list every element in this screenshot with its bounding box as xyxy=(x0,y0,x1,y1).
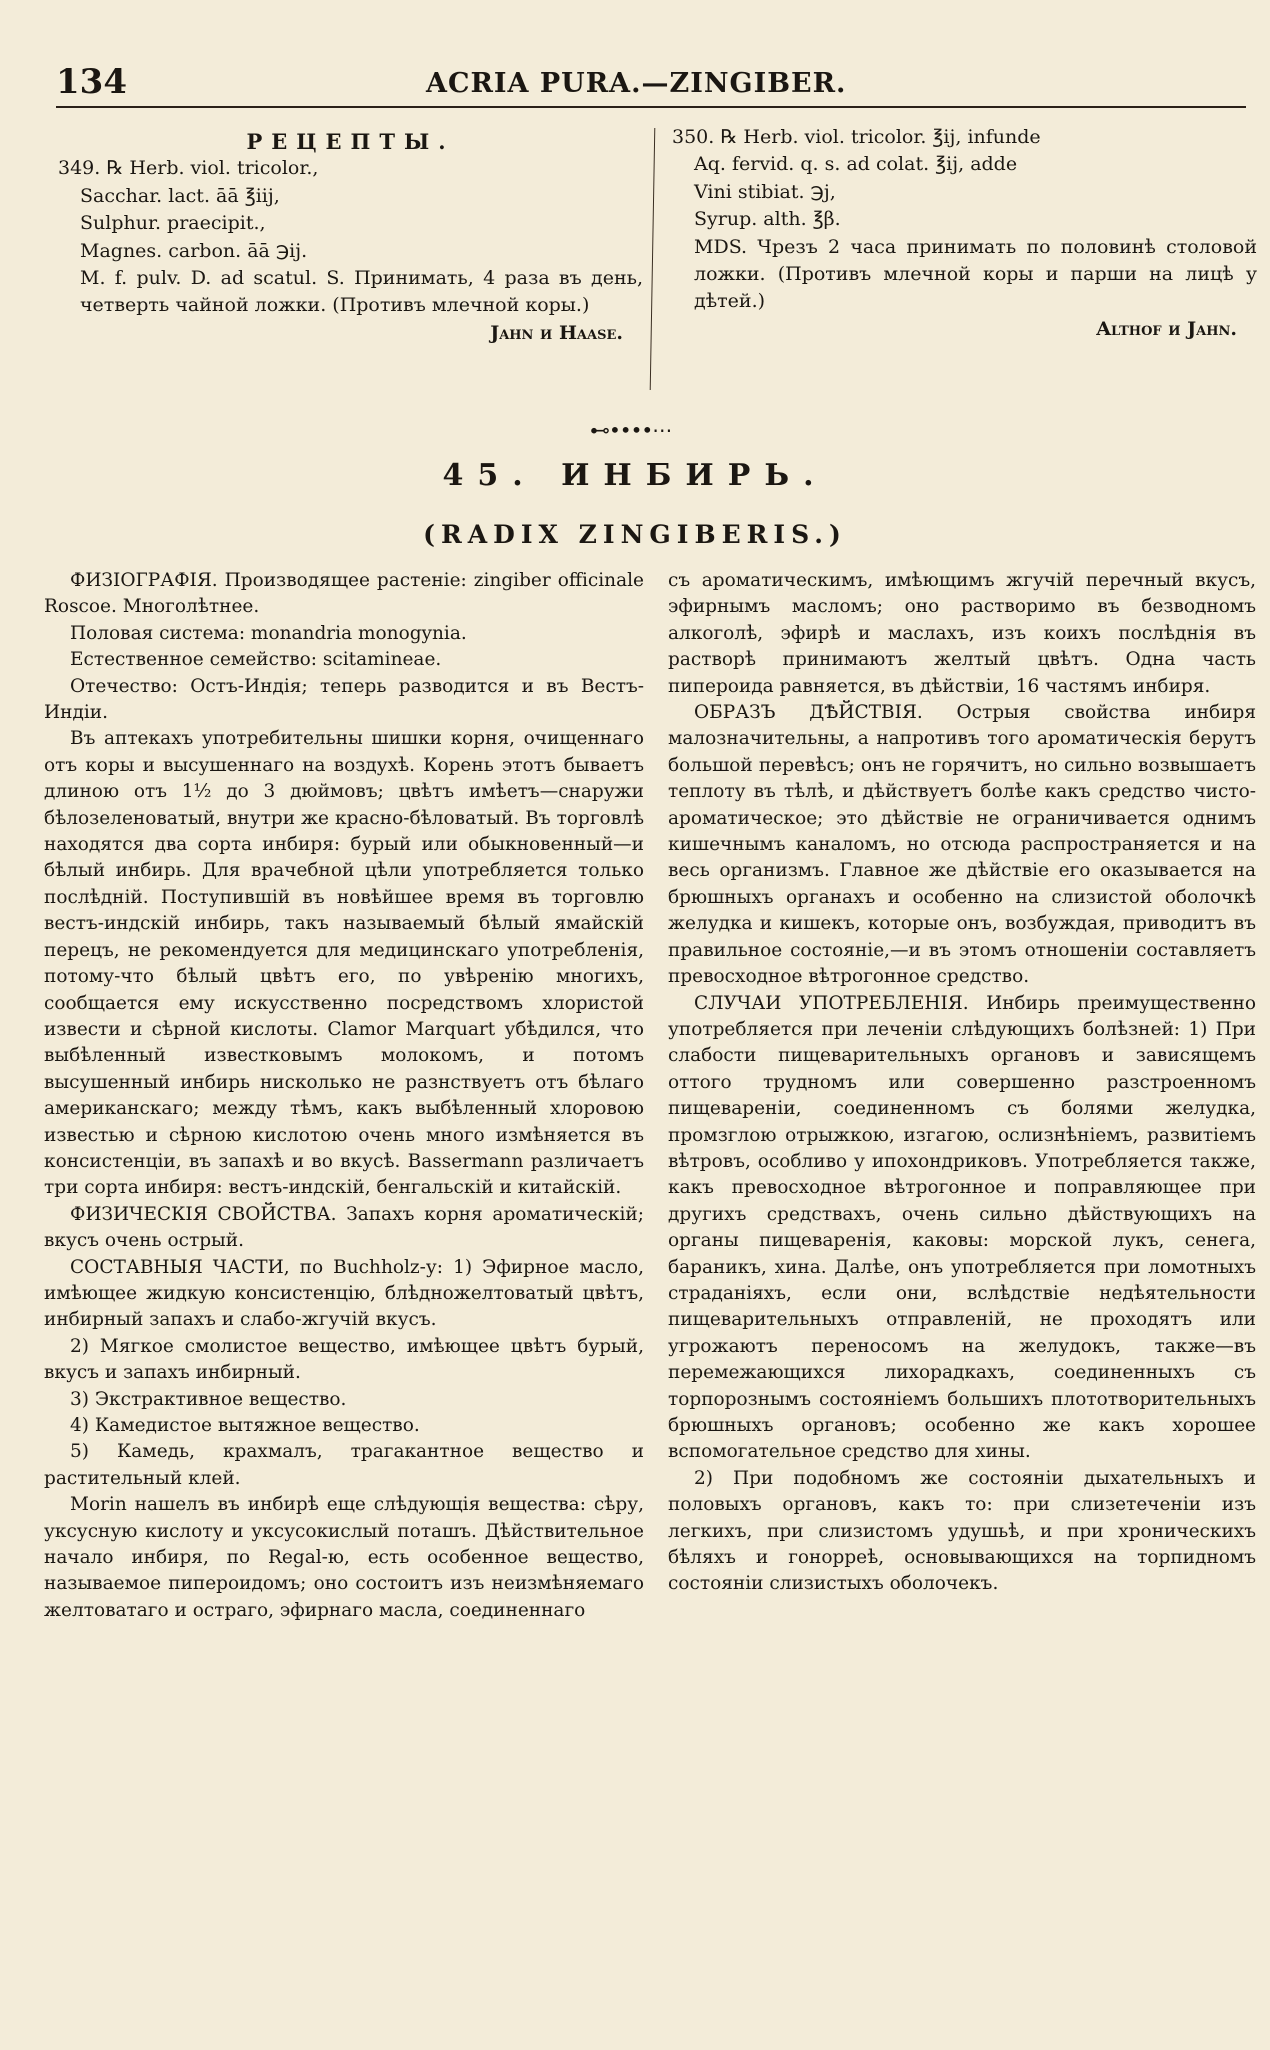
paragraph-family: Естественное семейство: scitamineae. xyxy=(70,649,442,671)
paragraph-continuation: съ ароматическимъ, имѣющимъ жгучій перечный вкусъ, эфирнымъ масломъ; оно растворимо въ безводномъ алкоголѣ, эфирѣ и маслахъ, изъ коихъ послѣднія въ растворѣ принимаютъ желтый цвѣтъ. Одна часть пипероида равняется, въ дѣйствіи, 16 частямъ инбиря. xyxy=(668,570,1256,697)
paragraph-morin: Morin нашелъ въ инбирѣ еще слѣдующія вещества: сѣру, уксусную кислоту и уксусокислый поташъ. Дѣйствительное начало инбиря, по Regal-ю, есть особенное вещество, называемое пипероидомъ; оно состоитъ изъ неизмѣняемаго желтоватаго и остраго, эфирнаго масла, соединеннаго xyxy=(44,1494,644,1621)
paragraph-component-4: 4) Камедистое вытяжное вещество. xyxy=(70,1415,420,1436)
recipe-line: M. f. pulv. D. ad scatul. S. Принимать, 4 раза въ день, четверть чайной ложки. (Противъ млечной коры.) xyxy=(80,267,643,317)
paragraph-pharmacy: Въ аптекахъ употребительны шишки корня, очищеннаго отъ коры и высушеннаго на воздухѣ. Корень этотъ бываетъ длиною отъ 1½ до 3 дюймовъ; цвѣтъ имѣетъ—снаружи бѣлозеленоватый, внутри же красно-бѣловатый. Въ торговлѣ находятся два сорта инбиря: бурый или обыкновенный—и бѣлый инбирь. Для врачебной цѣли употребляется только послѣдній. Поступившій въ новѣйшее время въ торговлю вестъ-индскій инбирь, такъ называемый бѣлый ямайскій перецъ, не рекомендуется для медицинскаго употребленія, потому-что бѣлый цвѣтъ его, по увѣренію многихъ, сообщается ему искусственно посредствомъ хлористой извести и сѣрной кислоты. Clamor Marquart убѣдился, что выбѣленный известковымъ молокомъ, и потомъ высушенный инбирь нисколько не разнствуетъ отъ бѣлаго американскаго; между тѣмъ, какъ выбѣленный хлоровою известью и сѣрною кислотою очень много измѣняется въ консистенціи, въ запахѣ и во вкусѣ. Bassermann различаетъ три сорта инбиря: вестъ-индскій, бенгальскій и китайскій. xyxy=(44,728,644,1199)
page-header xyxy=(56,62,1216,102)
recipe-line: Vini stibiat. ℈j, xyxy=(694,180,836,203)
section-subtitle: (RADIX ZINGIBERIS.) xyxy=(423,520,847,549)
recipe-350 xyxy=(672,124,1257,343)
recipe-line: Magnes. carbon. āā ℈ij. xyxy=(80,239,308,262)
recipe-signature: Althof и Jahn. xyxy=(1096,317,1237,340)
recipe-signature: Jahn и Haase. xyxy=(490,321,623,344)
recipe-line: Sacchar. lact. āā ℥iij, xyxy=(80,184,280,207)
paragraph-component-3: 3) Экстрактивное вещество. xyxy=(70,1388,347,1410)
right-column xyxy=(668,568,1256,1598)
paragraph-usage: СЛУЧАИ УПОТРЕБЛЕНІЯ. Инбирь преимущественно употребляется при леченіи слѣдующихъ болѣзней: 1) При слабости пищеварительныхъ органовъ и зависящемъ оттого трудномъ или совершенно разстроенномъ пищевареніи, соединенномъ съ болями желудка, промзглою отрыжкою, изгагою, ослизнѣніемъ, развитіемъ вѣтровъ, особливо у ипохондриковъ. Употребляется также, какъ превосходное вѣтрогонное и поправляющее при другихъ средствахъ, очень сильно дѣйствующихъ на органы пищеваренія, каковы: морской лукъ, сенега, бараникъ, хина. Далѣе, онъ употребляется при ломотныхъ страданіяхъ, если они, вслѣдствіе недѣятельности пищеварительныхъ отправленій, не проходятъ или угрожаютъ переносомъ на желудокъ, также—въ перемежающихся лихорадкахъ, соединенныхъ съ торпорознымъ состояніемъ большихъ плототворительныхъ брюшныхъ органовъ; особенно же какъ хорошее вспомогательное средство для хины. xyxy=(668,992,1256,1463)
recipes-title: РЕЦЕПТЫ. xyxy=(246,129,455,154)
page-number: 134 xyxy=(56,62,127,102)
ornament-divider: ⊷••••⋯ xyxy=(590,418,672,442)
header-rule xyxy=(56,106,1246,108)
paragraph-physical: ФИЗИЧЕСКІЯ СВОЙСТВА. Запахъ корня ароматическій; вкусъ очень острый. xyxy=(44,1203,644,1252)
paragraph-action: ОБРАЗЪ ДѢЙСТВІЯ. Острыя свойства инбиря малозначительны, а напротивъ того ароматическія берутъ большой перевѣсъ; онъ не горячитъ, но сильно возвышаетъ теплоту въ тѣлѣ, и дѣйствуетъ болѣе какъ средство чисто-ароматическое; это дѣйствіе не ограничивается однимъ кишечнымъ каналомъ, но отсюда распространяется и на весь организмъ. Главное же дѣйствіе его оказывается на брюшныхъ органахъ и особенно на слизистой оболочкѣ желудка и кишекъ, которые онъ, возбуждая, приводитъ въ правильное состояніе,—и въ этомъ отношеніи составляетъ превосходное вѣтрогонное средство. xyxy=(668,702,1256,988)
paragraph-origin: Отечество: Остъ-Индія; теперь разводится и въ Вестъ-Индіи. xyxy=(44,675,644,724)
left-column xyxy=(44,568,644,1624)
recipe-line: 350. ℞ Herb. viol. tricolor. ℥ij, infunde xyxy=(672,126,1041,148)
column-divider xyxy=(650,128,656,390)
paragraph-usage-2: 2) При подобномъ же состояніи дыхательныхъ и половыхъ органовъ, какъ то: при слизетеченіи изъ легкихъ, при слизистомъ удушьѣ, и при хроническихъ бѣляхъ и гонорреѣ, основывающихся на торпидномъ состояніи слизистыхъ оболочекъ. xyxy=(668,1467,1256,1595)
section-title: 45. ИНБИРЬ. xyxy=(442,458,828,493)
paragraph-component-5: 5) Камедь, крахмалъ, трагакантное вещество и растительный клей. xyxy=(44,1441,644,1489)
running-head: ACRIA PURA.—ZINGIBER. xyxy=(426,68,847,99)
recipe-line: Aq. fervid. q. s. ad colat. ℥ij, adde xyxy=(694,153,1018,176)
recipe-line: MDS. Чрезъ 2 часа принимать по половинѣ столовой ложки. (Противъ млечной коры и парши на лицѣ у дѣтей.) xyxy=(694,235,1257,313)
paragraph-components: СОСТАВНЫЯ ЧАСТИ, по Buchholz-у: 1) Эфирное масло, имѣющее жидкую консистенцію, блѣдножелтоватый цвѣтъ, инбирный запахъ и слабо-жгучій вкусъ. xyxy=(44,1256,644,1331)
paragraph-component-2: 2) Мягкое смолистое вещество, имѣющее цвѣтъ бурый, вкусъ и запахъ инбирный. xyxy=(44,1335,644,1384)
paragraph-system: Половая система: monandria monogynia. xyxy=(70,622,467,644)
paragraph-physiography: ФИЗІОГРАФІЯ. Производящее растеніе: zingiber officinale Roscoe. Многолѣтнее. xyxy=(44,570,644,618)
recipe-line: 349. ℞ Herb. viol. tricolor., xyxy=(58,157,319,180)
recipe-line: Sulphur. praecipit., xyxy=(80,212,266,235)
recipe-349 xyxy=(58,128,643,347)
recipe-line: Syrup. alth. ℥β. xyxy=(694,208,841,231)
